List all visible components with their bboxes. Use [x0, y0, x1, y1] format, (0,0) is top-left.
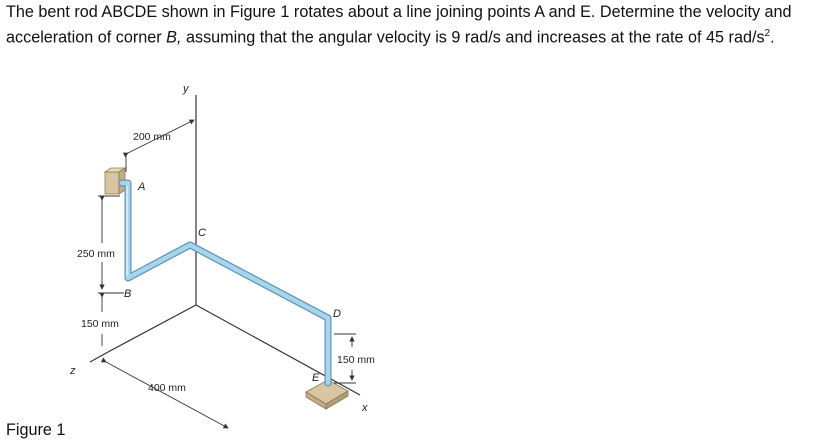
- point-b-label: B: [124, 288, 132, 300]
- bent-rod-outline: [122, 183, 328, 383]
- dim-150-left-label: 150 mm: [81, 318, 119, 330]
- z-axis-extension: [90, 352, 108, 362]
- dim-200-label: 200 mm: [133, 131, 171, 143]
- exponent: 2: [764, 28, 771, 39]
- problem-text-part3: .: [770, 28, 775, 47]
- y-axis-label: y: [183, 83, 189, 95]
- dim-400-line: [106, 362, 228, 428]
- figure-caption: Figure 1: [6, 421, 66, 439]
- dim-150-right-label: 150 mm: [337, 354, 375, 366]
- point-e-label: E: [312, 372, 320, 384]
- problem-text-part1: The bent rod ABCDE shown in Figure 1 rotates about a line joining points A and E. Determine the velocity and acceleration of corner: [6, 3, 792, 47]
- bent-rod-body: [122, 183, 328, 383]
- z-axis-line: [108, 305, 196, 352]
- dim-400-label: 400 mm: [148, 382, 186, 394]
- point-a-label: A: [138, 181, 146, 193]
- x-axis-label: x: [362, 402, 368, 414]
- dim-250-label: 250 mm: [77, 248, 115, 260]
- problem-text-part2: assuming that the angular velocity is 9 rad/s and increases at the rate of 45 rad/s: [181, 28, 765, 47]
- point-d-label: D: [333, 308, 341, 320]
- corner-name: B,: [166, 28, 182, 47]
- point-c-label: C: [198, 227, 206, 239]
- z-axis-label: z: [70, 365, 76, 377]
